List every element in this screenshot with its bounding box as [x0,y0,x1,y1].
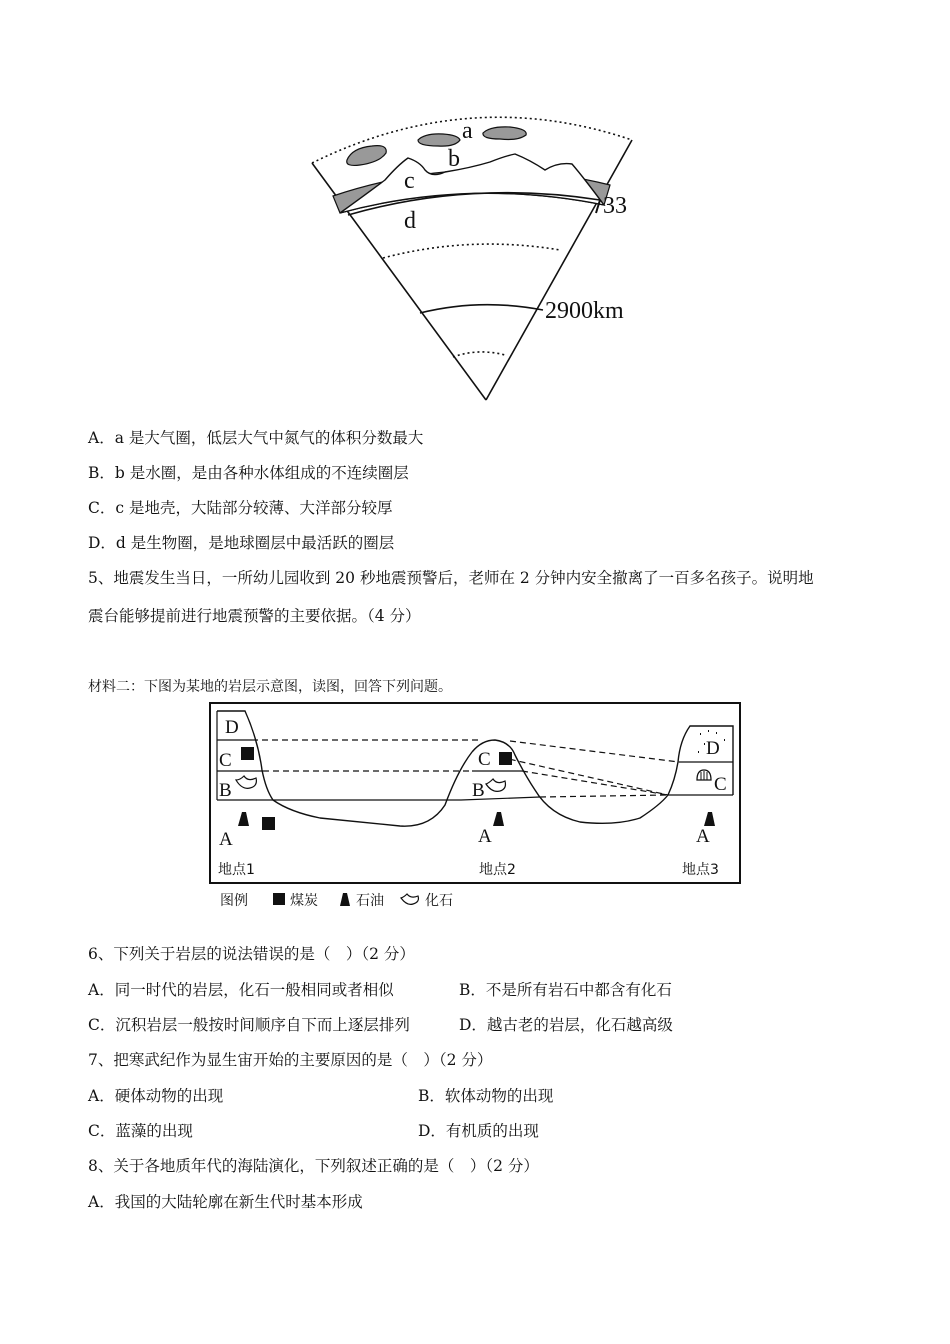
site3-label: 地点3 [682,862,719,878]
coal-symbol [241,747,254,760]
coal-symbol [262,817,275,830]
q5-text-line1: 5、地震发生当日，一所幼儿园收到 20 秒地震预警后，老师在 2 分钟内安全撤离了一百多名孩子。说明地 [88,569,814,587]
inner-core-boundary [453,352,505,357]
cloud-shape [483,127,526,140]
legend-fossil-icon [401,894,418,904]
q6-option-c: C．沉积岩层一般按时间顺序自下而上逐层排列 [88,1016,410,1034]
q7-option-b: B．软体动物的出现 [418,1087,554,1105]
q8-option-a: A．我国的大陆轮廓在新生代时基本形成 [88,1193,363,1211]
q4-option-b: B．b 是水圈，是由各种水体组成的不连续圈层 [88,464,409,482]
q7-option-c: C．蓝藻的出现 [88,1122,193,1140]
legend-title: 图例 [220,893,248,909]
q6-option-d: D．越古老的岩层，化石越高级 [459,1016,673,1034]
material2-intro: 材料二：下图为某地的岩层示意图，读图，回答下列问题。 [88,679,452,695]
layer-b-site1: B [219,780,232,801]
label-a: a [462,118,473,144]
legend-oil-label: 石油 [356,893,384,909]
depth-2900-label: 2900km [545,298,624,324]
label-b: b [448,146,460,172]
label-c: c [404,168,415,194]
inner-dashed-boundary [383,244,560,258]
coal-symbol [499,752,512,765]
legend-coal-icon [273,893,285,905]
legend-oil-icon [340,893,350,906]
q7-option-a: A．硬体动物的出现 [88,1087,224,1105]
q4-option-a: A．a 是大气圈，低层大气中氮气的体积分数最大 [88,429,424,447]
layer-d-site3: D [706,738,720,759]
legend-coal-label: 煤炭 [290,893,318,909]
layer-c-site2: C [478,749,491,770]
q4-option-d: D．d 是生物圈，是地球圈层中最活跃的圈层 [88,534,395,552]
layer-a-site2: A [478,826,492,847]
layer-d-site1: D [225,717,239,738]
earth-spheres-diagram [300,100,650,405]
gutenberg-boundary [420,305,543,313]
site2-label: 地点2 [479,862,516,878]
q7-option-d: D．有机质的出现 [418,1122,539,1140]
q6-option-a: A．同一时代的岩层，化石一般相同或者相似 [88,981,394,999]
site1-label: 地点1 [218,862,255,878]
label-d: d [404,208,416,234]
layer-a-site1: A [219,829,233,850]
layer-b-site2: B [472,780,485,801]
q8-stem: 8、关于各地质年代的海陆演化，下列叙述正确的是（ ）（2 分） [88,1157,539,1175]
cloud-shape [347,146,386,166]
rock-strata-diagram [205,700,745,915]
q6-option-b: B．不是所有岩石中都含有化石 [459,981,672,999]
layer-a-site3: A [696,826,710,847]
crust-mountains [340,154,604,213]
legend-fossil-label: 化石 [425,893,453,909]
depth-33-label: 33 [603,193,627,219]
q6-stem: 6、下列关于岩层的说法错误的是（ ）（2 分） [88,945,415,963]
layer-c-site1: C [219,750,232,771]
q5-text-line2: 震台能够提前进行地震预警的主要依据。（4 分） [88,607,421,625]
cloud-shape [418,134,460,146]
layer-c-site3: C [714,774,727,795]
q7-stem: 7、把寒武纪作为显生宙开始的主要原因的是（ ）（2 分） [88,1051,493,1069]
q4-option-c: C．c 是地壳，大陆部分较薄、大洋部分较厚 [88,499,393,517]
